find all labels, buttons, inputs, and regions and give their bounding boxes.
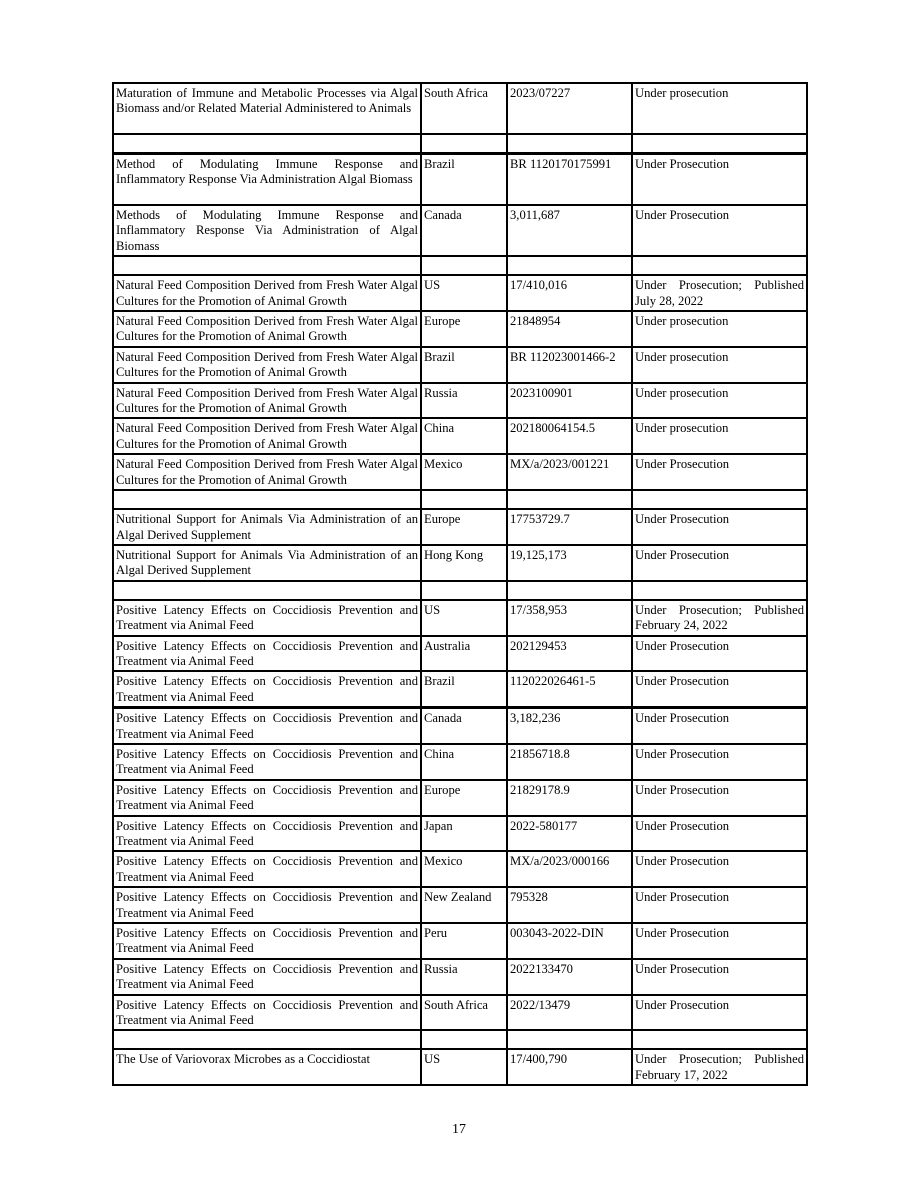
- country-cell: Europe: [421, 509, 507, 545]
- table-spacer-row: [113, 256, 807, 275]
- patent-title-cell: Maturation of Immune and Metabolic Processes via Algal Biomass and/or Related Material Administered to Animals: [113, 83, 421, 134]
- empty-cell: [421, 256, 507, 275]
- empty-cell: [632, 134, 807, 154]
- application-number-cell: 202129453: [507, 636, 632, 672]
- status-cell: Under Prosecution: [632, 671, 807, 707]
- table-row: [113, 1049, 807, 1085]
- application-number-cell: 2023100901: [507, 383, 632, 419]
- application-number-cell: 3,182,236: [507, 708, 632, 744]
- patent-title-cell: Nutritional Support for Animals Via Administration of an Algal Derived Supplement: [113, 545, 421, 581]
- country-cell: Mexico: [421, 454, 507, 490]
- table-row: [113, 887, 807, 923]
- status-cell: Under prosecution: [632, 418, 807, 454]
- application-number-cell: 112022026461-5: [507, 671, 632, 707]
- country-cell: US: [421, 1049, 507, 1085]
- table-row: [113, 275, 807, 311]
- status-cell: Under Prosecution: [632, 545, 807, 581]
- patent-title-cell: Positive Latency Effects on Coccidiosis Prevention and Treatment via Animal Feed: [113, 995, 421, 1031]
- patent-title-cell: Natural Feed Composition Derived from Fresh Water Algal Cultures for the Promotion of Animal Growth: [113, 347, 421, 383]
- application-number-cell: 2022/13479: [507, 995, 632, 1031]
- application-number-cell: MX/a/2023/000166: [507, 851, 632, 887]
- table-row: [113, 205, 807, 256]
- patent-title-cell: Natural Feed Composition Derived from Fresh Water Algal Cultures for the Promotion of Animal Growth: [113, 454, 421, 490]
- empty-cell: [113, 490, 421, 509]
- patent-title-cell: Positive Latency Effects on Coccidiosis Prevention and Treatment via Animal Feed: [113, 887, 421, 923]
- patent-title-cell: Positive Latency Effects on Coccidiosis Prevention and Treatment via Animal Feed: [113, 923, 421, 959]
- status-cell: Under Prosecution; Published July 28, 2022: [632, 275, 807, 311]
- application-number-cell: BR 1120170175991: [507, 154, 632, 206]
- application-number-cell: 2023/07227: [507, 83, 632, 134]
- patent-title-cell: Natural Feed Composition Derived from Fresh Water Algal Cultures for the Promotion of Animal Growth: [113, 383, 421, 419]
- application-number-cell: 003043-2022-DIN: [507, 923, 632, 959]
- table-spacer-row: [113, 490, 807, 509]
- table-row: [113, 454, 807, 490]
- application-number-cell: 795328: [507, 887, 632, 923]
- country-cell: Brazil: [421, 347, 507, 383]
- application-number-cell: 17/358,953: [507, 600, 632, 636]
- country-cell: Europe: [421, 780, 507, 816]
- patent-title-cell: Method of Modulating Immune Response and Inflammatory Response Via Administration Algal Biomass: [113, 154, 421, 206]
- country-cell: Mexico: [421, 851, 507, 887]
- application-number-cell: 17/410,016: [507, 275, 632, 311]
- empty-cell: [507, 490, 632, 509]
- country-cell: New Zealand: [421, 887, 507, 923]
- patent-title-cell: Positive Latency Effects on Coccidiosis Prevention and Treatment via Animal Feed: [113, 600, 421, 636]
- table-row: [113, 347, 807, 383]
- empty-cell: [507, 1030, 632, 1049]
- patent-title-cell: Positive Latency Effects on Coccidiosis Prevention and Treatment via Animal Feed: [113, 671, 421, 707]
- table-row: [113, 744, 807, 780]
- table-row: [113, 959, 807, 995]
- patent-title-cell: Positive Latency Effects on Coccidiosis Prevention and Treatment via Animal Feed: [113, 816, 421, 852]
- status-cell: Under Prosecution: [632, 708, 807, 744]
- country-cell: Canada: [421, 205, 507, 256]
- patent-title-cell: Natural Feed Composition Derived from Fresh Water Algal Cultures for the Promotion of Animal Growth: [113, 275, 421, 311]
- patent-title-cell: Positive Latency Effects on Coccidiosis Prevention and Treatment via Animal Feed: [113, 636, 421, 672]
- country-cell: Australia: [421, 636, 507, 672]
- status-cell: Under Prosecution: [632, 959, 807, 995]
- application-number-cell: 2022133470: [507, 959, 632, 995]
- country-cell: Russia: [421, 383, 507, 419]
- country-cell: Brazil: [421, 154, 507, 206]
- table-spacer-row: [113, 1030, 807, 1049]
- status-cell: Under Prosecution: [632, 780, 807, 816]
- table-spacer-row: [113, 581, 807, 600]
- empty-cell: [632, 581, 807, 600]
- patent-title-cell: Positive Latency Effects on Coccidiosis Prevention and Treatment via Animal Feed: [113, 959, 421, 995]
- status-cell: Under Prosecution: [632, 887, 807, 923]
- status-cell: Under Prosecution: [632, 923, 807, 959]
- country-cell: South Africa: [421, 995, 507, 1031]
- patent-title-cell: Positive Latency Effects on Coccidiosis Prevention and Treatment via Animal Feed: [113, 851, 421, 887]
- application-number-cell: 21829178.9: [507, 780, 632, 816]
- empty-cell: [507, 581, 632, 600]
- application-number-cell: MX/a/2023/001221: [507, 454, 632, 490]
- country-cell: US: [421, 275, 507, 311]
- table-row: [113, 154, 807, 206]
- country-cell: Hong Kong: [421, 545, 507, 581]
- patent-title-cell: The Use of Variovorax Microbes as a Coccidiostat: [113, 1049, 421, 1085]
- table-row: [113, 311, 807, 347]
- status-cell: Under Prosecution; Published February 17, 2022: [632, 1049, 807, 1085]
- patent-title-cell: Positive Latency Effects on Coccidiosis Prevention and Treatment via Animal Feed: [113, 744, 421, 780]
- table-row: [113, 923, 807, 959]
- status-cell: Under prosecution: [632, 347, 807, 383]
- empty-cell: [632, 490, 807, 509]
- country-cell: China: [421, 744, 507, 780]
- application-number-cell: 2022-580177: [507, 816, 632, 852]
- table-row: [113, 851, 807, 887]
- country-cell: Canada: [421, 708, 507, 744]
- table-row: [113, 509, 807, 545]
- empty-cell: [507, 134, 632, 154]
- country-cell: Europe: [421, 311, 507, 347]
- empty-cell: [421, 490, 507, 509]
- empty-cell: [507, 256, 632, 275]
- country-cell: South Africa: [421, 83, 507, 134]
- table-row: [113, 418, 807, 454]
- application-number-cell: 19,125,173: [507, 545, 632, 581]
- table-row: [113, 995, 807, 1031]
- table-row: [113, 383, 807, 419]
- status-cell: Under Prosecution: [632, 636, 807, 672]
- patent-title-cell: Positive Latency Effects on Coccidiosis Prevention and Treatment via Animal Feed: [113, 708, 421, 744]
- status-cell: Under Prosecution: [632, 154, 807, 206]
- status-cell: Under Prosecution: [632, 454, 807, 490]
- empty-cell: [113, 581, 421, 600]
- table-row: [113, 671, 807, 707]
- country-cell: Brazil: [421, 671, 507, 707]
- status-cell: Under prosecution: [632, 383, 807, 419]
- empty-cell: [632, 256, 807, 275]
- empty-cell: [113, 1030, 421, 1049]
- empty-cell: [421, 1030, 507, 1049]
- patent-table-body: [113, 83, 807, 1085]
- table-row: [113, 600, 807, 636]
- table-row: [113, 708, 807, 744]
- patent-title-cell: Natural Feed Composition Derived from Fresh Water Algal Cultures for the Promotion of Animal Growth: [113, 418, 421, 454]
- application-number-cell: BR 112023001466-2: [507, 347, 632, 383]
- empty-cell: [421, 134, 507, 154]
- patent-title-cell: Positive Latency Effects on Coccidiosis Prevention and Treatment via Animal Feed: [113, 780, 421, 816]
- patent-title-cell: Nutritional Support for Animals Via Administration of an Algal Derived Supplement: [113, 509, 421, 545]
- application-number-cell: 3,011,687: [507, 205, 632, 256]
- empty-cell: [421, 581, 507, 600]
- application-number-cell: 202180064154.5: [507, 418, 632, 454]
- table-row: [113, 816, 807, 852]
- status-cell: Under Prosecution: [632, 816, 807, 852]
- patent-table: [112, 82, 808, 1086]
- status-cell: Under Prosecution: [632, 744, 807, 780]
- status-cell: Under prosecution: [632, 311, 807, 347]
- table-row: [113, 83, 807, 134]
- status-cell: Under Prosecution: [632, 509, 807, 545]
- country-cell: Peru: [421, 923, 507, 959]
- table-row: [113, 780, 807, 816]
- table-row: [113, 636, 807, 672]
- status-cell: Under Prosecution: [632, 205, 807, 256]
- patent-title-cell: Methods of Modulating Immune Response and Inflammatory Response Via Administration of Algal Biomass: [113, 205, 421, 256]
- application-number-cell: 21848954: [507, 311, 632, 347]
- table-spacer-row: [113, 134, 807, 154]
- status-cell: Under Prosecution; Published February 24, 2022: [632, 600, 807, 636]
- patent-title-cell: Natural Feed Composition Derived from Fresh Water Algal Cultures for the Promotion of Animal Growth: [113, 311, 421, 347]
- status-cell: Under Prosecution: [632, 995, 807, 1031]
- page-number: 17: [452, 1122, 466, 1137]
- empty-cell: [632, 1030, 807, 1049]
- country-cell: Russia: [421, 959, 507, 995]
- application-number-cell: 17753729.7: [507, 509, 632, 545]
- status-cell: Under prosecution: [632, 83, 807, 134]
- status-cell: Under Prosecution: [632, 851, 807, 887]
- country-cell: Japan: [421, 816, 507, 852]
- application-number-cell: 21856718.8: [507, 744, 632, 780]
- country-cell: China: [421, 418, 507, 454]
- table-row: [113, 545, 807, 581]
- application-number-cell: 17/400,790: [507, 1049, 632, 1085]
- empty-cell: [113, 256, 421, 275]
- country-cell: US: [421, 600, 507, 636]
- empty-cell: [113, 134, 421, 154]
